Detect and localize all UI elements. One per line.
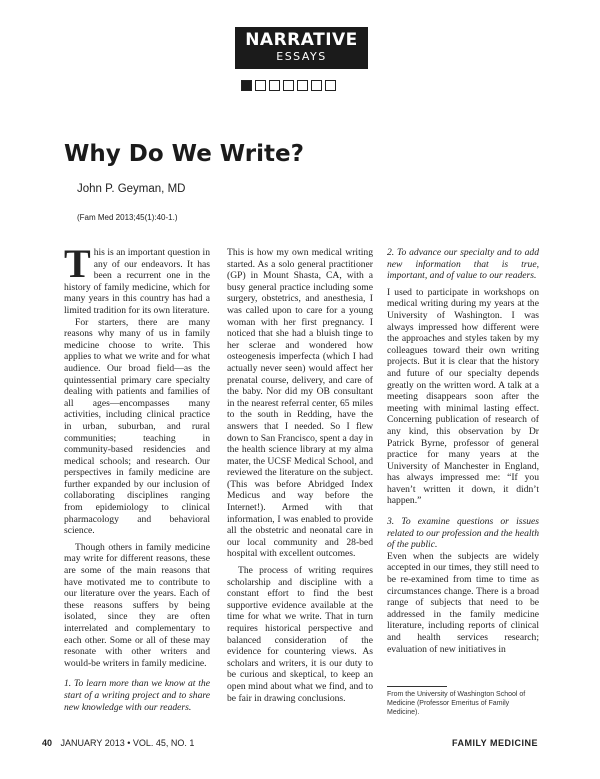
paragraph: For starters, there are many reasons why many of us in family medicine choose to write. This applies to what we write and for what audience. Our broad field—as the quintessential primary care specialty dealing with patients and families of all ages—encompasses many activities, including clinical practice in urban, suburban, and rural communities; teaching in community-based residencies and medical schools; and research. Our perspectives in family medicine are further expanded by our inclusion of collaborating disciplines ranging from epidemiology to clinical pharmacology and behavioral science. (64, 316, 210, 537)
section-heading: 1. To learn more than we know at the start of a writing project and to share new knowledge with our readers. (64, 678, 210, 713)
section-label-essays: ESSAYS (276, 50, 327, 63)
indicator-square-filled-icon (241, 80, 252, 91)
paragraph-text: his is an important question in any of our endeavors. It has been a recurrent one in the history of family medicine, which for many years in this country has had a limited tradition for its own literature. (64, 247, 210, 316)
paragraph: This is how my own medical writing started. As a solo general practitioner (GP) in Mount Shasta, CA, with a busy general practice including some surgery, obstetrics, and anesthesia, I was called upon to care for a young woman with her first pregnancy. I noticed that she had a bluish tinge to her sclerae and wondered how osteogenesis imperfecta (which I had actually never seen) would affect her prenatal course, delivery, and care of the baby. Nor did my OB consultant in the nearest referral center, 65 miles to the south in Redding, have the answers that I needed. So I flew down to San Francisco, spent a day in the health science library at my alma mater, the UCSF Medical School, and reviewed the literature on the subject. (This was before Abridged Index Medicus and way before the Internet!). Armed with that information, I was enabled to provide all the obstetric and neonatal care in our local community and 28-bed hospital with excellent outcomes. (227, 247, 373, 560)
page-footer (42, 738, 538, 748)
page-number: 40 (42, 738, 53, 748)
journal-name: FAMILY MEDICINE (451, 738, 538, 748)
indicator-square-icon (283, 80, 294, 91)
section-banner (235, 27, 368, 69)
text-column-3 (387, 247, 539, 655)
indicator-square-icon (269, 80, 280, 91)
paragraph: Though others in family medicine may write for different reasons, these are some of the main reasons that have motivated me to contribute to our literature over the years. Each of these reasons suffers by being isolated, since they are often interrelated and complementary to each other. Some or all of these may resonate with other writers and would-be writers in family medicine. (64, 541, 210, 669)
footnote-rule (387, 686, 447, 687)
indicator-square-icon (297, 80, 308, 91)
text-column-2 (227, 247, 373, 704)
section-heading: 3. To examine questions or issues related to our profession and the health of the public. (387, 516, 539, 551)
issue-info: JANUARY 2013 • VOL. 45, NO. 1 (60, 738, 195, 748)
indicator-square-icon (255, 80, 266, 91)
paragraph (64, 241, 210, 317)
section-label-narrative: NARRATIVE (245, 30, 358, 50)
section-heading: 2. To advance our specialty and to add new information that is true, important, and of value to our readers. (387, 247, 539, 282)
drop-cap: T (64, 241, 91, 286)
text-column-1 (64, 241, 210, 713)
author-affiliation-footnote: From the University of Washington School of Medicine (Professor Emeritus of Family Medicine). (387, 691, 526, 716)
paragraph: I used to participate in workshops on medical writing during my years at the University of Washington. I was always impressed how different were the approaches and styles taken by my colleagues toward their own writing projects. But it is clear that the history and future of our specialty depends greatly on the written word. A talk at a meeting disappears soon after the meeting with minimal lasting effect. Concerning publication of research of any kind, this observation by Dr Patrick Byrne, professor of general practice for many years at the University of Manchester in England, has always impressed me: “If you haven’t written it down, it didn’t happen.” (387, 286, 539, 507)
article-author: John P. Geyman, MD (77, 183, 186, 195)
article-title: Why Do We Write? (64, 141, 304, 167)
section-indicator (241, 80, 336, 91)
paragraph: Even when the subjects are widely accepted in our times, they still need to be re-examined from time to time as circumstances change. There is a broad range of subjects that need to be addressed in the family medicine literature, including reports of clinical and health services research; evaluation of new initiatives in (387, 550, 539, 655)
indicator-square-icon (325, 80, 336, 91)
article-citation: (Fam Med 2013;45(1):40-1.) (77, 213, 178, 222)
indicator-square-icon (311, 80, 322, 91)
paragraph: The process of writing requires scholarship and discipline with a constant effort to find the best supportive evidence available at the time for what we write. That in turn requires historical perspective and balanced consideration of the evidence for countering views. As scholars and writers, it is our duty to be curious and skeptical, to keep an open mind about what we find, and to be fair in drawing conclusions. (227, 565, 373, 704)
